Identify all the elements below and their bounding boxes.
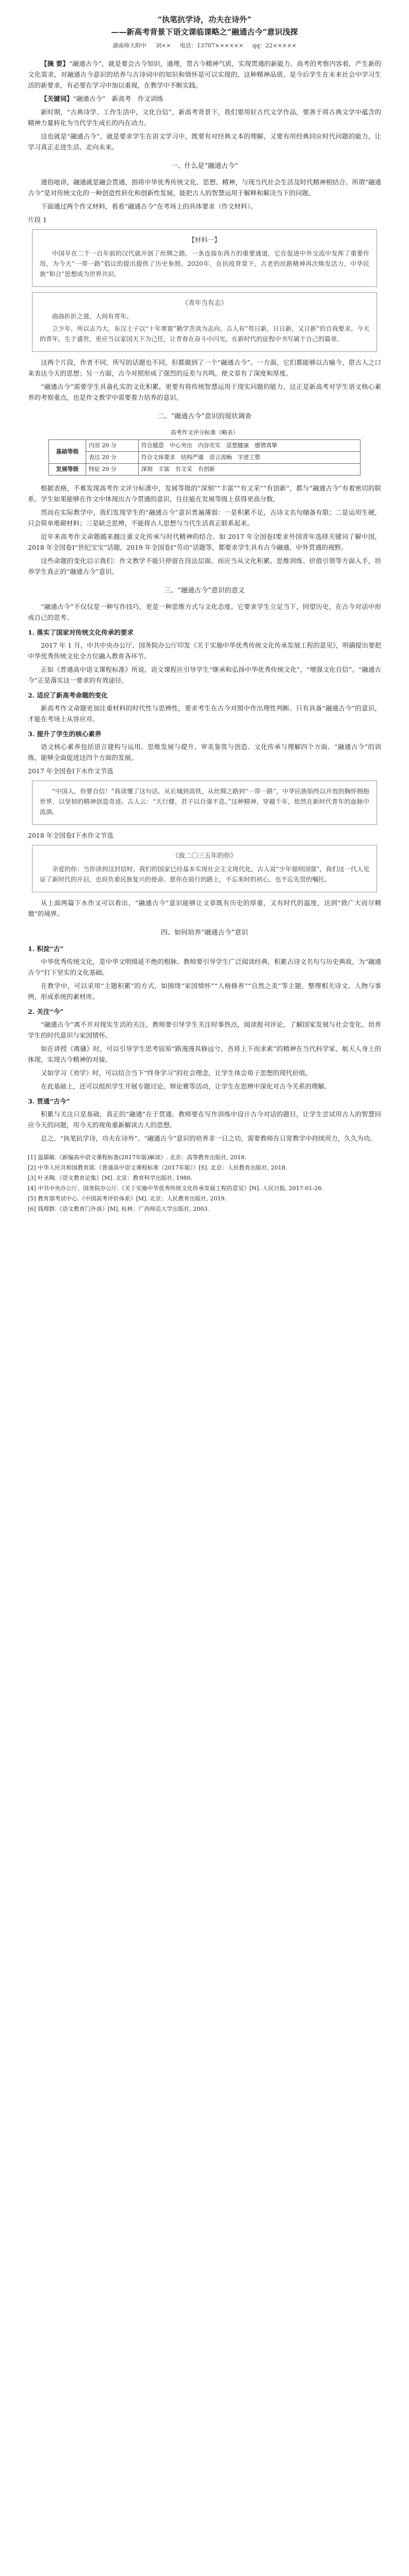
intro-paragraph: 这也就是“融通古今”，就是要求学生在语文学习中，既要有对经典文本的理解，又要有用经典回应时代问题的能力，让学习真正走进生活、走向未来。 xyxy=(28,132,381,151)
body-paragraph: “融通古今”离不开对现实生活的关注。教师要引导学生关注时事热点，阅读报刊评论，了解国家发展与社会变化，培养学生的时代意识与家国情怀。 xyxy=(28,1021,381,1039)
subsection-title: 1. 积淀“古” xyxy=(28,945,64,953)
table-row xyxy=(49,452,361,464)
subsection-title: 2. 关注“今” xyxy=(28,1008,64,1015)
score-table xyxy=(48,439,361,476)
quote-box xyxy=(32,292,377,352)
keywords-label: 【关键词】 xyxy=(41,95,73,103)
body-paragraph: 这些命题的变化启示我们：作文教学不能只停留在技法层面，而应当从文化积累、思维训练、价值引领等方面入手，培养学生真正的“融通古今”意识。 xyxy=(28,557,381,575)
table-cell: 符合题意 中心突出 内容充实 思想健康 感情真挚 xyxy=(138,440,360,452)
score-table-wrap xyxy=(48,427,361,476)
body-paragraph: 正如《普通高中语文课程标准》所说，语文课程应引导学生“继承和弘扬中华优秀传统文化”，“增强文化自信”。“融通古今”正是落实这一要求的有效途径。 xyxy=(28,666,381,684)
author-school: 湖南师大附中 xyxy=(112,42,147,49)
body-paragraph: 根据表格，不难发现高考作文评分标准中，发展等级的“深刻”“丰富”“有文采”“有创新”，都与“融通古今”有着密切的联系。学生如果能够在作文中体现出古今贯通的意识，往往能在发展等级上获得更高分数。 xyxy=(28,484,381,503)
table-cell: 内容 20 分 xyxy=(86,440,139,452)
subsection-title: 2. 适应了新高考命题的变化 xyxy=(28,691,108,699)
quote-paragraph: 立少年，所以志乃大，东汉士子以“十年寒窗”勤学苦读为志向，古人有“苟日新，日日新，又日新”的自我要求。今天的青年，生于盛世，更应当以家国天下为己任，让青春在奋斗中闪光，在新时代的征程中书写属于自己的篇章。 xyxy=(40,325,369,343)
abstract-label: 【摘 要】 xyxy=(41,60,69,67)
document-page xyxy=(0,0,409,1230)
table-row xyxy=(49,440,361,452)
body-paragraph: 2017 年 1 月，中共中央办公厅、国务院办公厅印发《关于实施中华优秀传统文化传承发展工程的意见》，明确提出要把中华优秀传统文化全方位融入教育各环节。 xyxy=(28,641,381,660)
quote-box xyxy=(32,229,377,287)
body-paragraph: 如在讲授《离骚》时，可以引导学生思考屈原“路漫漫其修远兮，吾将上下而求索”的精神在当代科学家、航天人身上的体现，实现古今精神的对接。 xyxy=(28,1045,381,1063)
author-line xyxy=(28,40,381,51)
quote-title: 【材料一】 xyxy=(188,236,221,244)
body-paragraph: “融通古今”需要学生具备扎实的文化积累，更要有将传统智慧运用于现实问题的能力。这正是新高考对学生语文核心素养的考察重点，也是作文教学中需要着力培养的意识。 xyxy=(28,383,381,401)
quote-paragraph: 中国早在二千一百年前的汉代就开创了丝绸之路，一条连接东西方的重要通道，它在促进中外交流中发挥了重要作用，为今天“一带一路”倡议的提出提供了历史参照。2020年，在抗疫背景下，古老的丝路精神再次焕发活力，中华民族“和合”思想成为世界共识。 xyxy=(40,250,369,278)
quote-title: 《致二〇三五年的你》 xyxy=(172,852,237,859)
table-cell: 符合文体要求 结构严谨 语言流畅 字迹工整 xyxy=(138,452,360,464)
abstract-text: “融通古今”，就是要会古今知识，通理，贯古今精神气质，实现贯通的新能力。高考的考察内容看，产生新的文化需求，对融通古今意识的培养与古诗词中的知识和情怀是可以实现的，这种精神品质，是今后学生在未来社会中学习生活的新要求，有必要在学习中加以重视，在教学中不断实践。 xyxy=(28,60,381,89)
body-paragraph: 新高考作文命题更加注重材料的时代性与思辨性，要求考生在古今对照中作出理性判断。只有具备“融通古今”的意识，才能在考场上从容应对。 xyxy=(28,704,381,723)
excerpt-label: 2017 年全国卷Ⅰ下水作文节选 xyxy=(28,767,113,775)
author-phone: 电话：13707×××××× xyxy=(179,42,244,49)
references xyxy=(28,1153,381,1213)
section-title: 三、“融通古今”意识的意义 xyxy=(164,587,245,595)
reference-item: [5] 教育部考试中心.《中国高考评价体系》[M]. 北京：人民教育出版社, 2019. xyxy=(28,1195,226,1202)
quote-paragraph: 亲爱的你：当你读到这封信时，我们的国家已经基本实现社会主义现代化。古人说“少年强则国强”，我们这一代人见证了新时代的开启，也肩负着民族复兴的使命。愿你在前行的路上，不忘来时的初心，也不忘先贤的嘱托。 xyxy=(40,866,369,883)
body-paragraph: 然而在实际教学中，我们发现学生的“融通古今”意识普遍薄弱：一是积累不足，古诗文名句储备有限；二是运用生硬，只会简单堆砌材料；三是缺乏思辨，不能将古人思想与当代生活真正联系起来。 xyxy=(28,509,381,527)
body-paragraph: 在教学中，可以采用“主题积累”的方式，如围绕“家国情怀”“人格修养”“自然之美”等主题，整理相关诗文、人物与事例，形成系统的素材库。 xyxy=(28,982,381,1001)
reference-item: [2] 中华人民共和国教育部.《普通高中语文课程标准（2017年版）》[S]. 北京：人民教育出版社, 2018. xyxy=(28,1164,287,1171)
document-subtitle: ——新高考背景下语文课临课略之“融通古今”意识浅探 xyxy=(111,27,298,37)
body-paragraph: 语文核心素养包括语言建构与运用、思维发展与提升、审美鉴赏与创造、文化传承与理解四个方面。“融通古今”的训练，能够全面促进这四个方面的发展。 xyxy=(28,743,381,761)
keywords xyxy=(28,93,381,104)
body-paragraph: 这两个片段，作者不同，所写的话题也不同，但都做到了一个“融通古今”。一方面，它们都能够以古喻今，借古人之口来表达今天的思想；另一方面，古今对照形成了强烈的反差与共鸣，使文章有了深度和厚度。 xyxy=(28,359,381,377)
section-title: 四、如何培养“融通古今”意识 xyxy=(160,929,249,937)
body-paragraph: 中华优秀传统文化，是中华文明绵延不绝的根脉。教师要引导学生广泛阅读经典，积累古诗文名句与历史典故，为“融通古今”打下坚实的文化基础。 xyxy=(28,958,381,976)
subsection-title: 1. 落实了国家对传统文化传承的要求 xyxy=(28,629,134,636)
table-cell: 特征 20 分 xyxy=(86,464,139,476)
reference-item: [3] 叶圣陶.《语文教育论集》[M]. 北京：教育科学出版社, 1980. xyxy=(28,1175,192,1181)
reference-item: [4] 中共中央办公厅、国务院办公厅.《关于实施中华优秀传统文化传承发展工程的意见》[N]. 人民日报, 2017-01-26. xyxy=(28,1185,323,1192)
reference-item: [1] 温儒敏.《新编高中语文课程标准(2017年版)解读》. 北京：高等教育出版社, 2018. xyxy=(28,1154,247,1161)
body-paragraph: 总之，“执笔抗学诗，功夫在诗外”。“融通古今”意识的培养非一日之功，需要教师在日常教学中持续用力，久久为功。 xyxy=(41,1134,377,1142)
body-paragraph: 又如学习《劝学》时，可以结合当下“终身学习”的社会理念，让学生体会荀子思想的现代价值。 xyxy=(41,1069,312,1077)
excerpt-label: 2018 年全国卷Ⅰ下水作文节选 xyxy=(28,832,113,839)
body-paragraph: 近年来高考作文命题越来越注重文化传承与时代精神的结合。如 2017 年全国卷Ⅰ要求外国青年选择关键词了解中国，2018 年全国卷Ⅰ“世纪宝宝”话题，2019 年全国卷Ⅰ“劳动”话题等，都要求学生具有古今融通、中外贯通的视野。 xyxy=(28,533,381,551)
quote-paragraph: 曲曲折折之道，人间有青年。 xyxy=(52,313,133,320)
section-title: 一、什么是“融通古今” xyxy=(171,162,238,170)
keywords-text: “融通古今” 新高考 作文训练 xyxy=(73,95,163,103)
abstract xyxy=(28,58,381,91)
document-title: “执笔抗学诗，功夫在诗外” xyxy=(157,15,252,24)
table-cell: 表达 20 分 xyxy=(86,452,139,464)
quote-box xyxy=(32,845,377,892)
table-cell: 基础等级 xyxy=(49,440,86,464)
quote-paragraph: “中国人，你要自信！”我读懂了这句话。从长城到高铁，从丝绸之路到“一带一路”，中华民族始终以开放的胸怀拥抱世界，以坚韧的精神创造奇迹。古人云：“天行健，君子以自强不息。”这种精神，穿越千年，依然在新时代青年的血脉中流淌。 xyxy=(40,788,369,816)
author-name: 刘×× xyxy=(155,42,171,49)
table-caption: 高考作文评分标准（略表） xyxy=(170,429,239,436)
body-paragraph: 下面通过两个作文材料，看看“融通古今”在考场上的具体要求（作文材料）。 xyxy=(41,202,257,210)
body-paragraph: “融通古今”不仅仅是一种写作技巧，更是一种思维方式与文化态度。它要求学生立足当下，回望历史，在古今对话中形成自己的思考。 xyxy=(28,603,381,621)
author-qq: qq：22××××× xyxy=(252,42,297,49)
quote-title: 《青年当有志》 xyxy=(182,299,227,307)
reference-item: [6] 钱理群.《语文教育门外谈》[M]. 桂林：广西师范大学出版社, 2003. xyxy=(28,1206,209,1212)
body-paragraph: 积累与关注只是基础，真正的“融通”在于贯通。教师要在写作训练中设计古今对话的题目，让学生尝试用古人的智慧回应今天的问题，用今天的视角重新解读古人的思想。 xyxy=(28,1110,381,1129)
quote-box xyxy=(32,781,377,825)
table-row xyxy=(49,464,361,476)
subsection-title: 3. 提升了学生的核心素养 xyxy=(28,730,102,738)
body-paragraph: 通俗地讲，融通就是融会贯通，指将中华优秀传统文化、思想、精神，与现当代社会生活及时代精神相结合。所谓“融通古今”是对传统文化的一种创造性转化和创新性发展，能把古人的智慧运用于解释和解决当下的问题。 xyxy=(28,178,381,197)
table-cell: 深刻 丰富 有文采 有创新 xyxy=(138,464,360,476)
table-cell: 发展等级 xyxy=(49,464,86,476)
body-paragraph: 从上面两篇下水作文可以看出，“融通古今”意识能够让文章既有历史的厚重，又有时代的温度，达到“致广大而尽精微”的境界。 xyxy=(28,899,381,918)
section-title: 二、“融通古今”意识的现状调查 xyxy=(157,413,252,420)
excerpt-label: 片段 1 xyxy=(28,216,47,224)
intro-paragraph: 新时期，“古典诗学、工作生活中，文化自信”，新高考背景下，我们要用好古代文学作品，要善于将古典文学中蕴含的精神力量转化为当代学生成长的内在动力。 xyxy=(28,108,381,127)
subsection-title: 3. 贯通“古今” xyxy=(28,1097,70,1105)
body-paragraph: 在此基础上，还可以组织学生开展专题讨论、辩论赛等活动，让学生在思辨中深化对古今关系的理解。 xyxy=(41,1082,331,1090)
